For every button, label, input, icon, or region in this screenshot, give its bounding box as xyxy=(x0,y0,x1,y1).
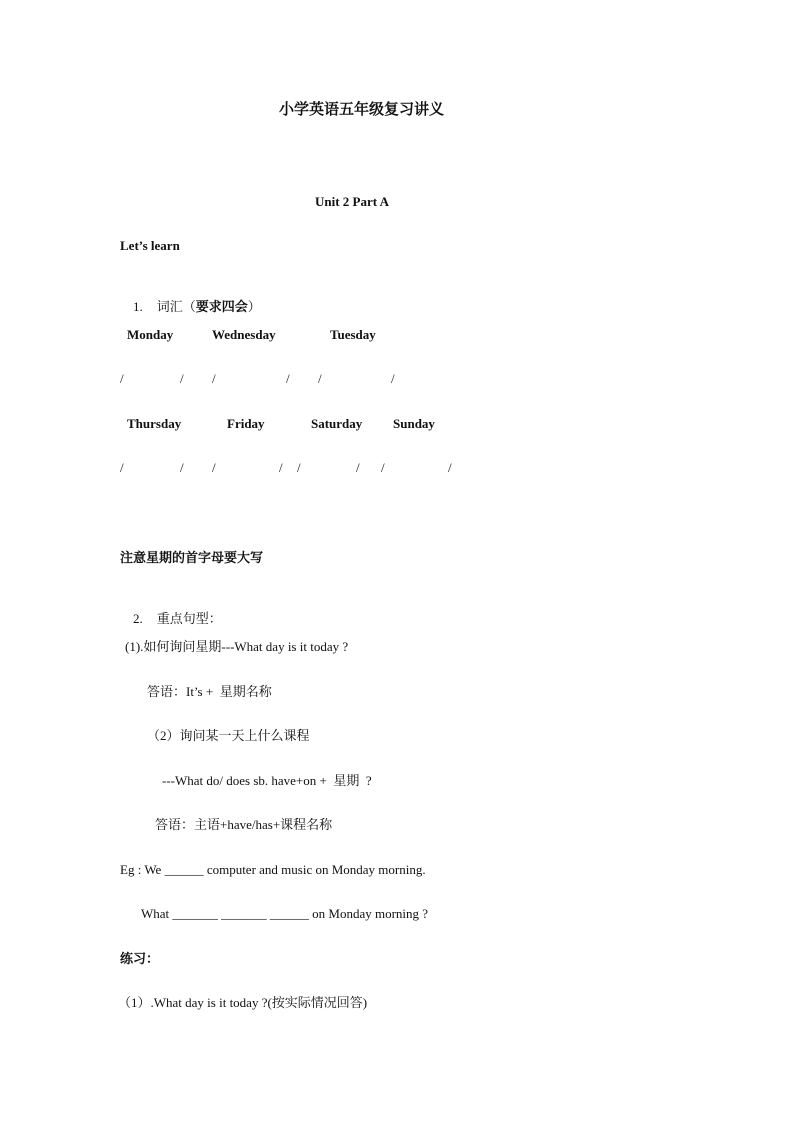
vocab-word: Sunday xyxy=(393,416,435,431)
example-sentence: Eg : We ______ computer and music on Monday morning. xyxy=(120,862,426,877)
capitalization-note: 注意星期的首字母要大写 xyxy=(120,550,264,565)
phonetic-slash: / xyxy=(297,460,301,475)
phonetic-slash: / xyxy=(120,371,124,386)
document-title: 小学英语五年级复习讲义 xyxy=(279,102,445,118)
sentence-pattern-answer: 答语：It’s + 星期名称 xyxy=(147,684,272,699)
item-vocabulary xyxy=(120,283,261,331)
vocab-word: Saturday xyxy=(311,416,363,431)
sentence-pattern-answer: 答语：主语+have/has+课程名称 xyxy=(155,817,333,832)
unit-heading: Unit 2 Part A xyxy=(315,194,390,209)
vocab-word: Monday xyxy=(127,327,174,342)
phonetic-slash: / xyxy=(180,460,184,475)
phonetic-slash: / xyxy=(286,371,290,386)
practice-heading: 练习： xyxy=(120,951,160,966)
phonetic-slash: / xyxy=(212,460,216,475)
item-key-sentences xyxy=(120,595,222,643)
item-number: 1. xyxy=(133,299,143,314)
vocab-word: Thursday xyxy=(127,416,182,431)
exercise-item: （1）.What day is it today ?(按实际情况回答) xyxy=(118,995,368,1010)
phonetic-slash: / xyxy=(180,371,184,386)
sentence-pattern-question: (1).如何询问星期---What day is it today ? xyxy=(125,639,349,654)
item-label-prefix: 词汇（ xyxy=(156,299,196,314)
example-sentence: What _______ _______ ______ on Monday morning ? xyxy=(141,906,429,921)
sentence-pattern-question: （2）询问某一天上什么课程 xyxy=(147,728,310,743)
vocab-word: Tuesday xyxy=(330,327,376,342)
section-heading-lets-learn: Let’s learn xyxy=(120,238,180,253)
phonetic-slash: / xyxy=(448,460,452,475)
item-label: 重点句型： xyxy=(156,611,222,626)
item-number: 2. xyxy=(133,611,143,626)
phonetic-slash: / xyxy=(212,371,216,386)
vocab-word: Wednesday xyxy=(212,327,276,342)
phonetic-slash: / xyxy=(318,371,322,386)
phonetic-slash: / xyxy=(120,460,124,475)
vocab-word: Friday xyxy=(227,416,265,431)
item-label-bold: 要求四会 xyxy=(195,299,248,314)
phonetic-slash: / xyxy=(391,371,395,386)
phonetic-slash: / xyxy=(279,460,283,475)
item-label-suffix: ） xyxy=(247,299,261,314)
phonetic-slash: / xyxy=(381,460,385,475)
sentence-pattern-formula: ---What do/ does sb. have+on + 星期 ? xyxy=(162,773,372,788)
phonetic-slash: / xyxy=(356,460,360,475)
